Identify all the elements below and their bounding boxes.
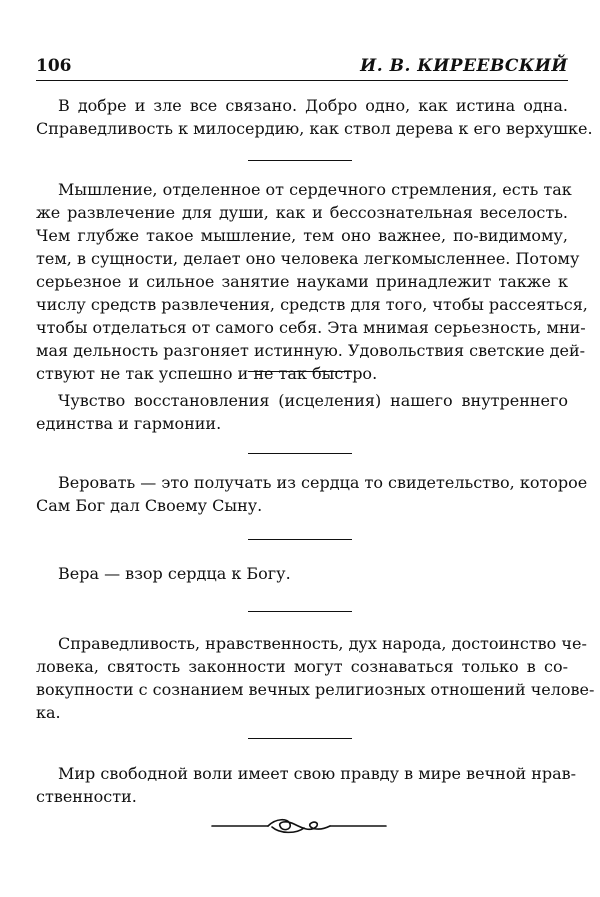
paragraph-line: же развлечение для души, как и бессознательная веселость. — [36, 203, 568, 222]
section-divider — [248, 738, 352, 739]
paragraph-5 — [36, 562, 568, 585]
section-divider — [248, 453, 352, 454]
paragraph-line: В добре и зле все связано. Добро одно, как истина одна. — [58, 96, 568, 115]
paragraph-line: Справедливость, нравственность, дух народа, достоинство че- — [58, 634, 587, 653]
paragraph-1 — [36, 94, 593, 140]
paragraph-3 — [36, 389, 568, 435]
paragraph-line: ка. — [36, 703, 61, 722]
paragraph-line: вокупности с сознанием вечных религиозных отношений челове- — [36, 680, 595, 699]
paragraph-line: серьезное и сильное занятие науками принадлежит также к — [36, 272, 568, 291]
running-head: И. В. КИРЕЕВСКИЙ — [360, 56, 568, 76]
paragraph-line: чтобы отделаться от самого себя. Эта мнимая серьезность, мни- — [36, 318, 586, 337]
section-divider — [248, 160, 352, 161]
section-divider — [248, 611, 352, 612]
paragraph-line: Справедливость к милосердию, как ствол дерева к его верхушке. — [36, 119, 593, 138]
section-divider — [248, 371, 352, 372]
page-number: 106 — [36, 56, 72, 76]
paragraph-line: тем, в сущности, делает оно человека легкомысленнее. Потому — [36, 249, 580, 268]
paragraph-6 — [36, 632, 595, 724]
paragraph-line: ствуют не так успешно и не так быстро. — [36, 364, 378, 383]
paragraph-line: Чем глубже такое мышление, тем оно важнее, по-видимому, — [36, 226, 568, 245]
paragraph-line: Мышление, отделенное от сердечного стремления, есть так — [58, 180, 572, 199]
paragraph-line: Мир свободной воли имеет свою правду в мире вечной нрав- — [58, 764, 577, 783]
paragraph-line: Вера — взор сердца к Богу. — [58, 564, 291, 583]
paragraph-line: Сам Бог дал Своему Сыну. — [36, 496, 263, 515]
paragraph-line: числу средств развлечения, средств для того, чтобы рассеяться, — [36, 295, 588, 314]
paragraph-2 — [36, 178, 588, 385]
paragraph-7 — [36, 762, 577, 808]
paragraph-line: мая дельность разгоняет истинную. Удовольствия светские дей- — [36, 341, 586, 360]
flourish-ornament-icon — [210, 814, 388, 838]
section-divider — [248, 539, 352, 540]
paragraph-line: Чувство восстановления (исцеления) нашего внутреннего — [58, 391, 568, 410]
paragraph-line: единства и гармонии. — [36, 414, 222, 433]
paragraph-line: Веровать — это получать из сердца то свидетельство, которое — [58, 473, 588, 492]
paragraph-line: ловека, святость законности могут сознаваться только в со- — [36, 657, 568, 676]
paragraph-4 — [36, 471, 588, 517]
paragraph-line: ственности. — [36, 787, 137, 806]
page-header — [36, 52, 568, 81]
